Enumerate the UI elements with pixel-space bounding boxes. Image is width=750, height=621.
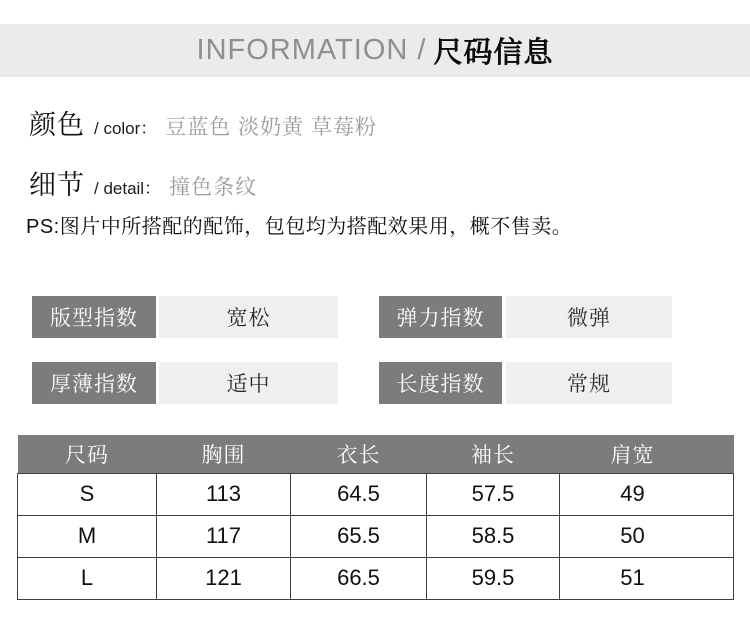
column-header-bust: 胸围 <box>157 435 291 473</box>
cell-shoulder-width: 49 <box>560 473 734 515</box>
cell-bust: 113 <box>157 473 291 515</box>
color-label-zh: 颜色 <box>29 110 85 140</box>
cell-garment-length: 65.5 <box>291 515 427 557</box>
banner-title-english: INFORMATION / <box>196 34 427 66</box>
cell-shoulder-width: 50 <box>560 515 734 557</box>
color-attribute-row <box>29 103 377 142</box>
index-badge-thickness-label: 厚薄指数 <box>32 362 156 404</box>
detail-label-zh: 细节 <box>29 170 85 200</box>
banner-title-chinese: 尺码信息 <box>433 37 554 69</box>
detail-attribute-row <box>29 163 257 202</box>
index-badge-fit-value: 宽松 <box>159 296 338 338</box>
cell-shoulder-width: 51 <box>560 557 734 599</box>
index-badge-fit-label: 版型指数 <box>32 296 156 338</box>
cell-size: L <box>18 557 157 599</box>
index-badge-length-value: 常规 <box>506 362 672 404</box>
cell-bust: 117 <box>157 515 291 557</box>
table-row-size-s <box>18 473 734 515</box>
index-badge-thickness-value: 适中 <box>159 362 338 404</box>
section-header-banner <box>0 24 750 77</box>
detail-value: 撞色条纹 <box>169 176 258 199</box>
color-label-en: / color： <box>94 119 158 138</box>
column-header-shoulder-width: 肩宽 <box>560 435 734 473</box>
index-badge-length-label: 长度指数 <box>379 362 502 404</box>
detail-label-en: / detail： <box>94 179 162 198</box>
size-chart-table <box>17 435 734 600</box>
ps-disclaimer-note: PS:图片中所搭配的配饰，包包均为搭配效果用，概不售卖。 <box>26 216 573 238</box>
cell-sleeve-length: 57.5 <box>427 473 560 515</box>
color-value: 豆蓝色 淡奶黄 草莓粉 <box>165 116 377 139</box>
cell-size: S <box>18 473 157 515</box>
cell-bust: 121 <box>157 557 291 599</box>
cell-size: M <box>18 515 157 557</box>
index-badge-elasticity-value: 微弹 <box>506 296 672 338</box>
cell-sleeve-length: 59.5 <box>427 557 560 599</box>
table-row-size-m <box>18 515 734 557</box>
cell-garment-length: 66.5 <box>291 557 427 599</box>
column-header-size: 尺码 <box>18 435 157 473</box>
cell-sleeve-length: 58.5 <box>427 515 560 557</box>
index-badge-elasticity-label: 弹力指数 <box>379 296 502 338</box>
column-header-garment-length: 衣长 <box>291 435 427 473</box>
column-header-sleeve-length: 袖长 <box>427 435 560 473</box>
size-table-header-row <box>18 435 734 473</box>
cell-garment-length: 64.5 <box>291 473 427 515</box>
table-row-size-l <box>18 557 734 599</box>
